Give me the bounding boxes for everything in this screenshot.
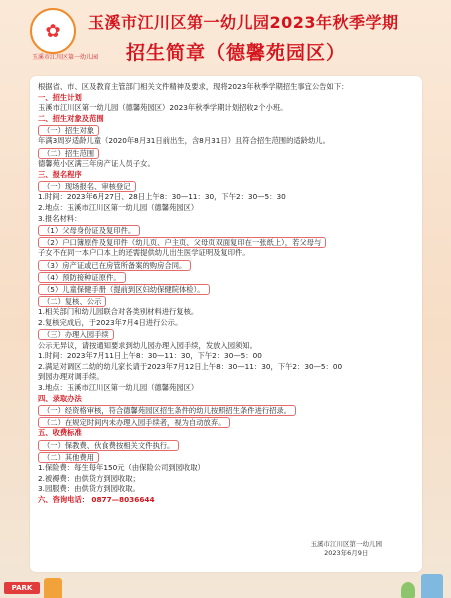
s4-l2: （二）在规定时间内未办理入园手续者，视为自动放弃。 xyxy=(38,417,230,428)
s3-p2b: 到园办理对调手续。 xyxy=(38,372,104,382)
s3-sub3: （三）办理入园手续 xyxy=(38,329,114,340)
s5-f3: 3.园服费：由供货方到园收取。 xyxy=(38,484,140,494)
section-3-title: 三、报名程序 xyxy=(38,169,82,179)
tree-icon xyxy=(401,582,415,598)
s3-p3: 3.地点：玉溪市江川区第一幼儿园（德馨苑园区） xyxy=(38,383,199,393)
header xyxy=(0,0,451,70)
s2-sub2: （二）招生范围 xyxy=(38,148,99,159)
s3-m5: （5）儿童保健手册（提前到区妇幼保健院体检）。 xyxy=(38,284,210,295)
s3-r1: 1.相关部门和幼儿园联合对各类别材料进行复核。 xyxy=(38,307,199,317)
footer-decoration xyxy=(0,572,451,598)
s3-materials: 3.报名材料： xyxy=(38,213,82,223)
s3-p2a: 2.满足对调区二幼的幼儿家长请于2023年7月12日上午8：30—11：30，下午2：30—5：00 xyxy=(38,361,343,371)
s2-sub1-text: 年满3周岁适龄儿童（2020年8月31日前出生，含8月31日）且符合招生范围的适龄幼儿。 xyxy=(38,136,330,146)
intro-text: 根据省、市、区及教育主管部门相关文件精神及要求，现将2023年秋季学期招生事宜公告如下： xyxy=(38,82,349,91)
signature-org: 玉溪市江川区第一幼儿园 xyxy=(310,540,382,548)
s3-p0: 公示无异议，请按通知要求到幼儿园办理入园手续，发放入园须知。 xyxy=(38,340,257,350)
logo-text: 玉溪市江川区第一幼儿园 xyxy=(31,54,98,61)
title-line-2: 招生简章（德馨苑园区） xyxy=(126,42,347,64)
s4-l1: （一）经资格审核，符合德馨苑园区招生条件的幼儿按照招生条件进行招录。 xyxy=(38,405,296,416)
phone-number[interactable]: 0877—8036644 xyxy=(91,494,155,504)
s2-sub2-text: 德馨苑小区满三年房产证人员子女。 xyxy=(38,159,155,169)
section-6-title: 六、咨询电话： xyxy=(38,494,90,504)
s3-m2a: （2）户口簿原件及复印件（幼儿页、户主页、父母页双面复印在一张纸上），若父母与 xyxy=(38,237,326,248)
s3-p1: 1.时间：2023年7月11日上午8：30—11：30，下午2：30—5：00 xyxy=(38,351,262,361)
section-4-title: 四、录取办法 xyxy=(38,393,82,403)
building-right-icon xyxy=(421,574,443,598)
s5-sub2: （二）其他费用 xyxy=(38,452,99,463)
s3-place: 2.地点：玉溪市江川区第一幼儿园（德馨苑园区） xyxy=(38,203,199,213)
s3-time: 1.时间：2023年6月27日、28日上午8：30—11：30，下午2：30—5：30 xyxy=(38,192,286,202)
s3-m1: （1）父母身份证及复印件。 xyxy=(38,225,140,236)
section-5-title: 五、收费标准 xyxy=(38,428,82,438)
s3-m2b: 子女不在同一本户口本上的还需提供幼儿出生医学证明及复印件。 xyxy=(38,248,250,258)
notice-card xyxy=(30,76,422,572)
s5-sub1: （一）保教费、伙食费按相关文件执行。 xyxy=(38,440,179,451)
s3-m4: （4）预防接种证原件。 xyxy=(38,272,126,283)
s1-text: 玉溪市江川区第一幼儿园（德馨苑园区）2023年秋季学期计划招收2个小班。 xyxy=(38,103,288,113)
s3-sub1: （一）现场报名、审核登记 xyxy=(38,181,136,192)
section-1-title: 一、招生计划 xyxy=(38,92,82,102)
s5-f2: 2.被褥费：由供货方到园收取； xyxy=(38,473,140,483)
title-line-1: 玉溪市江川区第一幼儿园2023年秋季学期 xyxy=(88,13,399,32)
s3-m3: （3）房产证或已在房管所备案的购房合同。 xyxy=(38,260,191,271)
s3-r2: 2.复核完成后，于2023年7月4日进行公示。 xyxy=(38,317,183,327)
park-sign: PARK xyxy=(4,582,40,594)
signature-date: 2023年6月9日 xyxy=(324,549,369,557)
signature xyxy=(311,540,383,558)
s3-sub2: （二）复核、公示 xyxy=(38,296,106,307)
building-left-icon xyxy=(44,578,62,598)
school-logo-icon: ✿ xyxy=(30,8,76,54)
section-2-title: 二、招生对象及范围 xyxy=(38,113,104,123)
s2-sub1: （一）招生对象 xyxy=(38,125,99,136)
s5-f1: 1.保险费：每生每年150元（由保险公司到园收取） xyxy=(38,463,205,473)
